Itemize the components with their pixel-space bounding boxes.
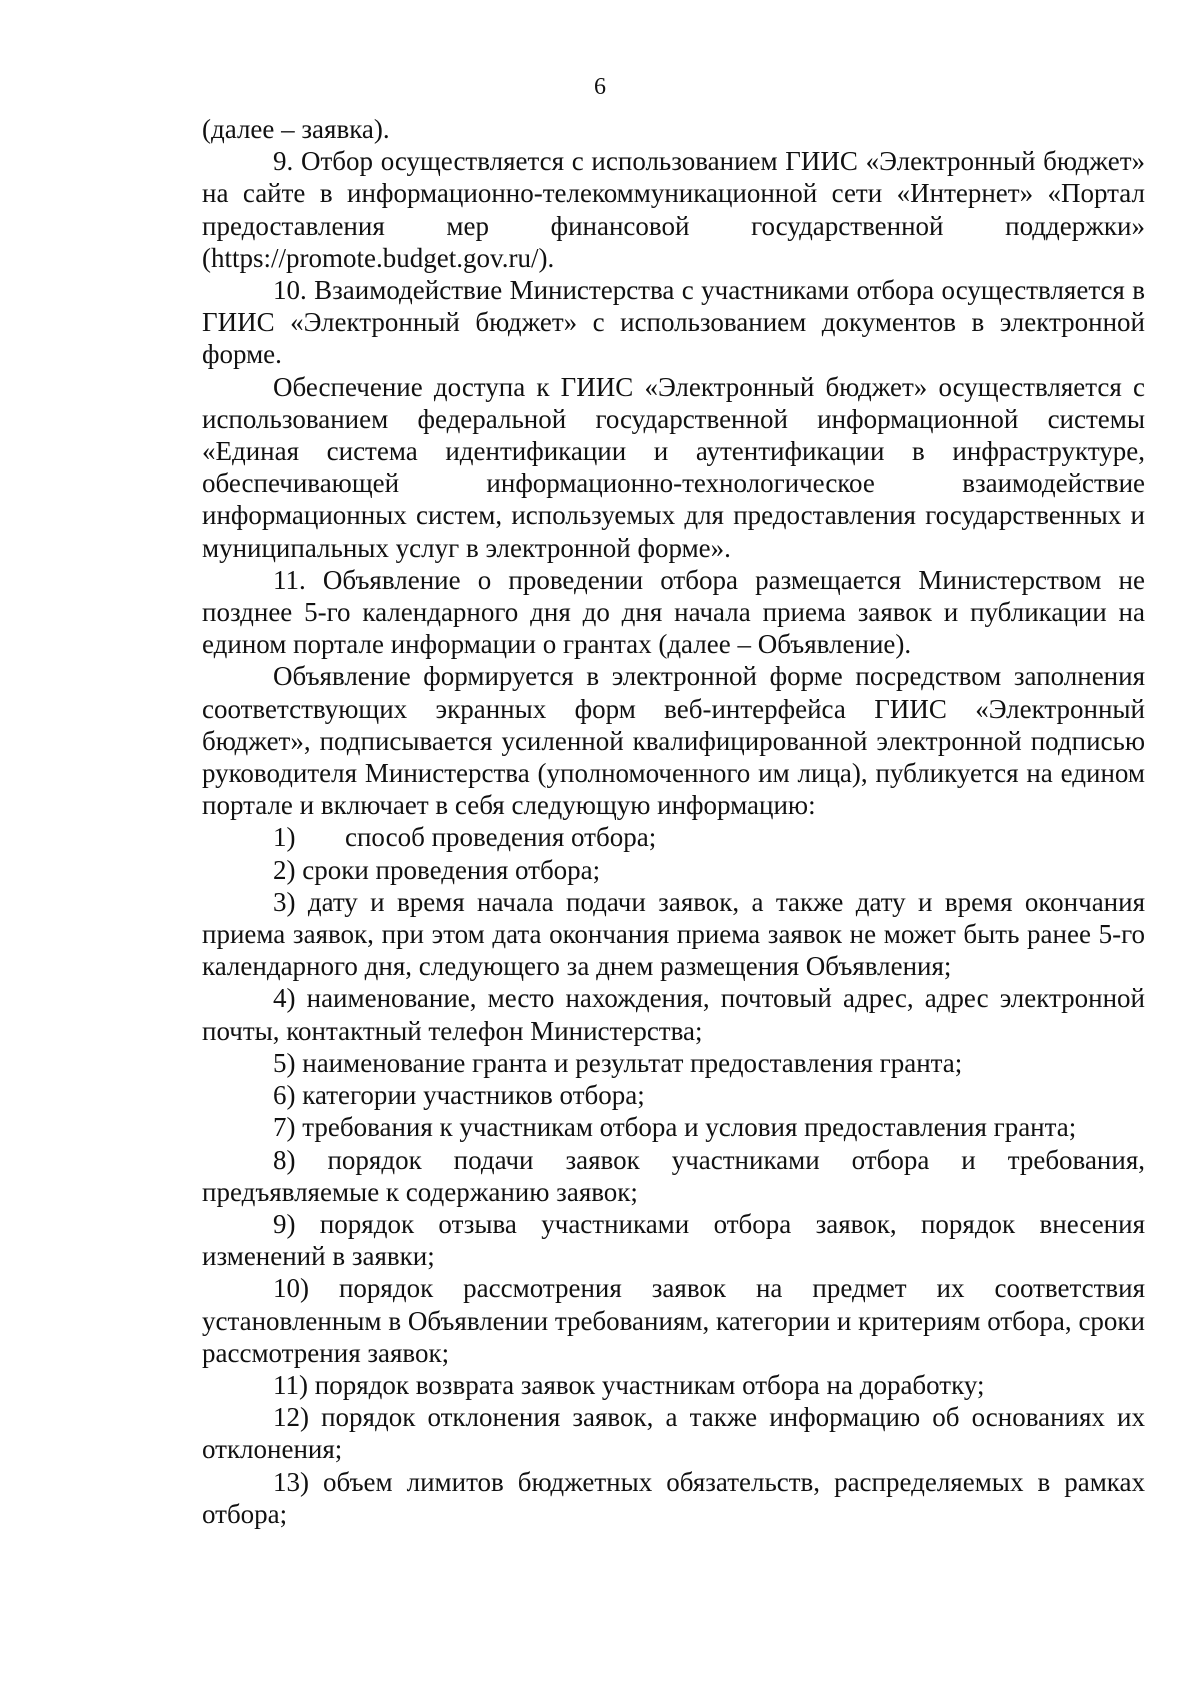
list-item-5: 5) наименование гранта и результат предоставления гранта; [273, 1047, 963, 1078]
paragraph-item-10: 10. Взаимодействие Министерства с участниками отбора осуществляется в ГИИС «Электронный бюджет» с использованием документов в электронной форме. [202, 275, 1145, 370]
list-item-2: 2) сроки проведения отбора; [273, 854, 601, 885]
list-item-11: 11) порядок возврата заявок участникам отбора на доработку; [273, 1369, 985, 1400]
paragraph-access: Обеспечение доступа к ГИИС «Электронный бюджет» осуществляется с использованием федеральной государственной информационной системы «Единая система идентификации и аутентификации в инфраструктуре, обеспечивающей информационно-технологическое взаимодействие информационных систем, используемых для предоставления государственных и муниципальных услуг в электронной форме». [202, 371, 1145, 563]
list-item-1 [202, 821, 1145, 853]
list-item-4: 4) наименование, место нахождения, почтовый адрес, адрес электронной почты, контактный телефон Министерства; [202, 983, 1145, 1046]
list-item-12: 12) порядок отклонения заявок, а также информацию об основаниях их отклонения; [202, 1402, 1145, 1465]
document-body [202, 113, 1145, 1530]
paragraph-continuation: (далее – заявка). [202, 114, 390, 144]
list-item-9: 9) порядок отзыва участниками отбора заявок, порядок внесения изменений в заявки; [202, 1208, 1145, 1272]
list-item-10: 10) порядок рассмотрения заявок на предмет их соответствия установленным в Объявлении требованиям, категории и критериям отбора, сроки рассмотрения заявок; [202, 1273, 1145, 1368]
paragraph-item-11: 11. Объявление о проведении отбора размещается Министерством не позднее 5-го календарного дня до дня начала приема заявок и публикации на едином портале информации о грантах (далее – Объявление). [202, 564, 1145, 660]
list-item-7: 7) требования к участникам отбора и условия предоставления гранта; [273, 1112, 1077, 1143]
list-item-number: 1) [273, 822, 296, 853]
paragraph-item-9: 9. Отбор осуществляется с использованием ГИИС «Электронный бюджет» на сайте в информационно-телекоммуникационной сети «Интернет» «Портал предоставления мер финансовой государственной поддержки» (https://promote.budget.gov.ru/). [202, 146, 1145, 273]
list-item-13: 13) объем лимитов бюджетных обязательств, распределяемых в рамках отбора; [202, 1466, 1145, 1529]
list-item-8: 8) порядок подачи заявок участниками отбора и требования, предъявляемые к содержанию заявок; [202, 1144, 1145, 1207]
paragraph-announcement: Объявление формируется в электронной форме посредством заполнения соответствующих экранных форм веб-интерфейса ГИИС «Электронный бюджет», подписывается усиленной квалифицированной электронной подписью руководителя Министерства (уполномоченного им лица), публикуется на едином портале и включает в себя следующую информацию: [202, 661, 1145, 821]
list-item-text: способ проведения отбора; [345, 822, 657, 853]
page-number: 6 [594, 74, 606, 100]
list-item-6: 6) категории участников отбора; [273, 1080, 645, 1111]
list-item-3: 3) дату и время начала подачи заявок, а также дату и время окончания приема заявок, при этом дата окончания приема заявок не может быть ранее 5-го календарного дня, следующего за днем размещения Объявления; [202, 886, 1145, 982]
